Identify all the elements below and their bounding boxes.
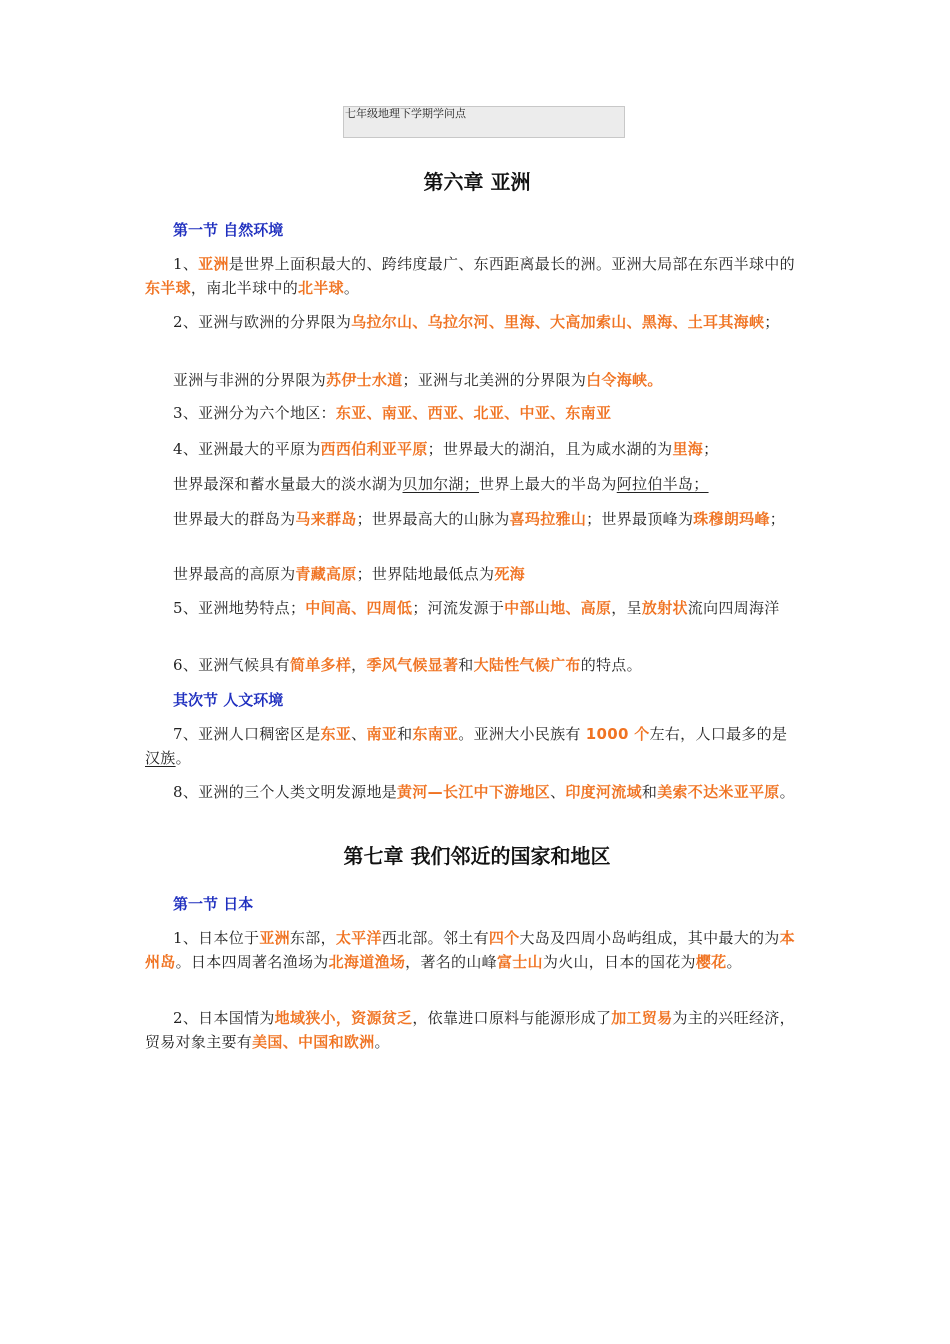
- paragraph-12: 8、亚洲的三个人类文明发源地是黄河—长江中下游地区、印度河流域和美索不达米亚平原。: [173, 783, 795, 801]
- paragraph-3: 亚洲与非洲的分界限为苏伊士水道；亚洲与北美洲的分界限为白令海峡。: [173, 371, 663, 389]
- paragraph-11: 7、亚洲人口稠密区是东亚、南亚和东南亚。亚洲大小民族有 1000 个左右，人口最多的是汉族。: [145, 725, 788, 767]
- header-text: 七年级地理下学期学问点: [345, 107, 466, 120]
- paragraph-2: 2、亚洲与欧洲的分界限为乌拉尔山、乌拉尔河、里海、大高加索山、黑海、土耳其海峡；: [173, 313, 780, 331]
- paragraph-1: 1、亚洲是世界上面积最大的、跨纬度最广、东西距离最长的洲。亚洲大局部在东西半球中的东半球，南北半球中的北半球。: [145, 255, 795, 297]
- chapter-7-title: 第七章 我们邻近的国家和地区: [343, 844, 611, 868]
- paragraph-7: 世界最大的群岛为马来群岛；世界最高大的山脉为喜玛拉雅山；世界最顶峰为珠穆朗玛峰；: [173, 510, 786, 528]
- paragraph-6: 世界最深和蓄水量最大的淡水湖为贝加尔湖；世界上最大的半岛为阿拉伯半岛；: [173, 475, 709, 493]
- header-text-box: [343, 106, 625, 138]
- chapter-6-title: 第六章 亚洲: [423, 170, 531, 194]
- paragraph-10: 6、亚洲气候具有简单多样，季风气候显著和大陆性气候广布的特点。: [173, 656, 642, 674]
- section-japan-title: 第一节 日本: [173, 895, 254, 913]
- section-1-title: 第一节 自然环境: [173, 221, 284, 239]
- paragraph-9: 5、亚洲地势特点；中间高、四周低；河流发源于中部山地、高原，呈放射状流向四周海洋: [173, 599, 780, 617]
- paragraph-5: 4、亚洲最大的平原为西西伯利亚平原；世界最大的湖泊，且为咸水湖的为里海；: [173, 440, 719, 458]
- paragraph-japan-1: 1、日本位于亚洲东部，太平洋西北部。邻土有四个大岛及四周小岛屿组成，其中最大的为本州岛。日本四周著名渔场为北海道渔场，著名的山峰富士山为火山，日本的国花为樱花。: [145, 929, 795, 971]
- section-2-title: 其次节 人文环境: [173, 691, 284, 709]
- paragraph-4: 3、亚洲分为六个地区：东亚、南亚、西亚、北亚、中亚、东南亚: [173, 404, 612, 422]
- paragraph-japan-2: 2、日本国情为地域狭小，资源贫乏，依靠进口原料与能源形成了加工贸易为主的兴旺经济，贸易对象主要有美国、中国和欧洲。: [145, 1009, 795, 1051]
- paragraph-8: 世界最高的高原为青藏高原；世界陆地最低点为死海: [173, 565, 525, 583]
